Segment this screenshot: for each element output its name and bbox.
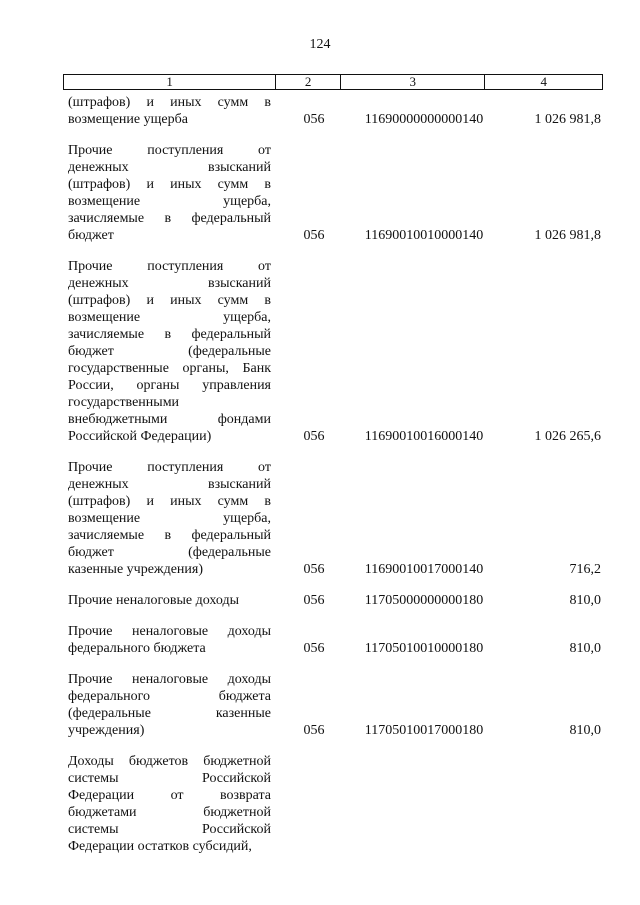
table-row bbox=[68, 753, 608, 855]
row-amount: 1 026 981,8 bbox=[534, 112, 601, 127]
description-line: возмещение ущерба, bbox=[68, 310, 271, 325]
description-line: системы Российской bbox=[68, 822, 271, 837]
table-row bbox=[68, 671, 608, 739]
description-line: федерального бюджета bbox=[68, 689, 271, 704]
description-line: Прочие неналоговые доходы bbox=[68, 624, 271, 639]
description-line: бюджет (федеральные bbox=[68, 545, 271, 560]
description-line: системы Российской bbox=[68, 771, 271, 786]
description-line: бюджет (федеральные bbox=[68, 344, 271, 359]
description-line: Прочие поступления от bbox=[68, 143, 271, 158]
page-number: 124 bbox=[309, 37, 331, 52]
row-admin-code: 056 bbox=[303, 228, 325, 243]
description-line: возмещение ущерба bbox=[68, 112, 188, 127]
header-col-4: 4 bbox=[540, 74, 547, 89]
description-line: федерального бюджета bbox=[68, 641, 206, 656]
table-row bbox=[68, 94, 608, 128]
row-budget-code: 11690000000000140 bbox=[364, 112, 484, 127]
row-budget-code: 11690010016000140 bbox=[364, 429, 484, 444]
table-row bbox=[68, 142, 608, 244]
row-admin-code: 056 bbox=[303, 112, 325, 127]
description-line: зачисляемые в федеральный bbox=[68, 327, 271, 342]
description-line: государственными bbox=[68, 395, 180, 410]
description-line: государственные органы, Банк bbox=[68, 361, 271, 376]
description-line: возмещение ущерба, bbox=[68, 194, 271, 209]
table-row bbox=[68, 258, 608, 445]
row-description bbox=[68, 459, 271, 578]
description-line: денежных взысканий bbox=[68, 160, 271, 175]
description-line: (штрафов) и иных сумм в bbox=[68, 494, 271, 509]
description-line: (штрафов) и иных сумм в bbox=[68, 177, 271, 192]
row-description bbox=[68, 671, 271, 739]
description-line: зачисляемые в федеральный bbox=[68, 211, 271, 226]
description-line: бюджет bbox=[68, 228, 114, 243]
row-admin-code: 056 bbox=[303, 723, 325, 738]
description-line: (штрафов) и иных сумм в bbox=[68, 293, 271, 308]
row-budget-code: 11705010010000180 bbox=[364, 641, 484, 656]
row-admin-code: 056 bbox=[303, 562, 325, 577]
description-line: Прочие неналоговые доходы bbox=[68, 593, 240, 608]
description-line: внебюджетными фондами bbox=[68, 412, 271, 427]
description-line: зачисляемые в федеральный bbox=[68, 528, 271, 543]
row-description bbox=[68, 623, 271, 657]
description-line: учреждения) bbox=[68, 723, 145, 738]
row-budget-code: 11690010017000140 bbox=[364, 562, 484, 577]
description-line: Российской Федерации) bbox=[68, 429, 212, 444]
row-budget-code: 11705010017000180 bbox=[364, 723, 484, 738]
description-line: (федеральные казенные bbox=[68, 706, 271, 721]
description-line: Федерации от возврата bbox=[68, 788, 271, 803]
row-budget-code: 11690010010000140 bbox=[364, 228, 484, 243]
row-admin-code: 056 bbox=[303, 641, 325, 656]
header-col-3: 3 bbox=[341, 75, 485, 89]
description-line: возмещение ущерба, bbox=[68, 511, 271, 526]
table-body bbox=[68, 94, 608, 869]
row-description bbox=[68, 592, 271, 609]
table-row bbox=[68, 592, 608, 609]
row-amount: 810,0 bbox=[569, 723, 601, 738]
row-amount: 1 026 981,8 bbox=[534, 228, 601, 243]
description-line: Федерации остатков субсидий, bbox=[68, 839, 252, 854]
header-col-2: 2 bbox=[276, 75, 341, 89]
row-budget-code: 11705000000000180 bbox=[364, 593, 484, 608]
description-line: Прочие поступления от bbox=[68, 460, 271, 475]
description-line: бюджетами бюджетной bbox=[68, 805, 271, 820]
description-line: денежных взысканий bbox=[68, 276, 271, 291]
row-description bbox=[68, 258, 271, 445]
row-amount: 1 026 265,6 bbox=[534, 429, 601, 444]
row-description bbox=[68, 142, 271, 244]
row-admin-code: 056 bbox=[303, 429, 325, 444]
header-col-1: 1 bbox=[64, 75, 276, 89]
description-line: Прочие неналоговые доходы bbox=[68, 672, 271, 687]
description-line: Прочие поступления от bbox=[68, 259, 271, 274]
row-description bbox=[68, 94, 271, 128]
table-row bbox=[68, 623, 608, 657]
row-description bbox=[68, 753, 271, 855]
description-line: России, органы управления bbox=[68, 378, 271, 393]
table-row bbox=[68, 459, 608, 578]
description-line: казенные учреждения) bbox=[68, 562, 204, 577]
row-admin-code: 056 bbox=[303, 593, 325, 608]
row-amount: 810,0 bbox=[569, 593, 601, 608]
description-line: Доходы бюджетов бюджетной bbox=[68, 754, 271, 769]
table-header bbox=[63, 74, 603, 90]
row-amount: 810,0 bbox=[569, 641, 601, 656]
description-line: (штрафов) и иных сумм в bbox=[68, 95, 271, 110]
row-amount: 716,2 bbox=[569, 562, 601, 577]
description-line: денежных взысканий bbox=[68, 477, 271, 492]
